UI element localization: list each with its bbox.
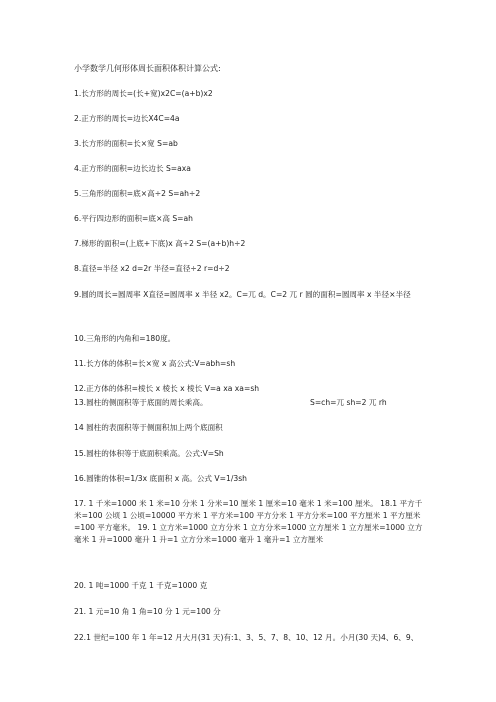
formula-line-11: 11.长方体的体积=长×宽 x 高公式:V=abh=sh bbox=[74, 359, 236, 368]
formula-line-20: 20. 1 吨=1000 千克 1 千克=1000 克 bbox=[74, 581, 208, 590]
formula-line-16: 16.圆锥的体积=1/3x 底面积 x 高。公式 V=1/3sh bbox=[74, 474, 247, 483]
document-title: 小学数学几何形体周长面积体积计算公式: bbox=[74, 64, 221, 73]
formula-line-1: 1.长方形的周长=(长+宽)x2C=(a+b)x2 bbox=[74, 89, 213, 98]
formula-line-7: 7.梯形的面积=(上底+下底)x 高÷2 S=(a+b)h÷2 bbox=[74, 239, 246, 248]
formula-line-4: 4.正方形的面积=边长边长 S=axa bbox=[74, 164, 191, 173]
formula-line-12: 12.正方体的体积=棱长 x 棱长 x 棱长 V=a xa xa=sh bbox=[74, 384, 260, 393]
formula-line-13-expression: S=ch=兀 sh=2 兀 rh bbox=[310, 398, 387, 407]
unit-conversion-block: 17. 1 千米=1000 米 1 米=10 分米 1 分米=10 厘米 1 厘米=10 毫米 1 米=100 厘米。 18.1 平方千米=100 公顷 1 公顷=10000 平方米 1 平方米=100 平方分米 1 平方分米=100 平方厘米 1 平方厘米=100 平方毫米。 19. 1 立方米=1000 立方分米 1 立方分米=1000 立方厘米 1 立方厘米=1000 立方毫米 1 升=1000 毫升 1 升=1 立方分米=1000 毫升 1 毫升=1 立方厘米 bbox=[74, 499, 423, 544]
formula-line-14: 14 圆柱的表面积等于侧面积加上两个底面积 bbox=[74, 423, 223, 432]
formula-line-15: 15.圆柱的体积等于底面积乘高。公式:V=Sh bbox=[74, 449, 224, 458]
formula-line-13: 13.圆柱的侧面积等于底面的周长乘高。 bbox=[74, 398, 208, 407]
formula-line-3: 3.长方形的面积=长×宽 S=ab bbox=[74, 139, 178, 148]
formula-line-21: 21. 1 元=10 角 1 角=10 分 1 元=100 分 bbox=[74, 607, 221, 616]
formula-line-6: 6.平行四边形的面积=底×高 S=ah bbox=[74, 214, 193, 223]
formula-line-9: 9.圆的周长=圆周率 X直径=圆周率 x 半径 x2。C=兀 d。C=2 兀 r 圆的面积=圆周率 x 半径×半径 bbox=[74, 290, 411, 299]
formula-line-22: 22.1 世纪=100 年 1 年=12 月大月(31 天)有:1、3、5、7、8、10、12 月。小月(30 天)4、6、9、 bbox=[74, 633, 419, 642]
formula-line-8: 8.直径=半径 x2 d=2r 半径=直径÷2 r=d÷2 bbox=[74, 264, 230, 273]
formula-line-5: 5.三角形的面积=底×高÷2 S=ah÷2 bbox=[74, 189, 201, 198]
formula-line-2: 2.正方形的周长=边长X4C=4a bbox=[74, 114, 180, 123]
formula-line-10: 10.三角形的内角和=180度。 bbox=[74, 334, 176, 343]
